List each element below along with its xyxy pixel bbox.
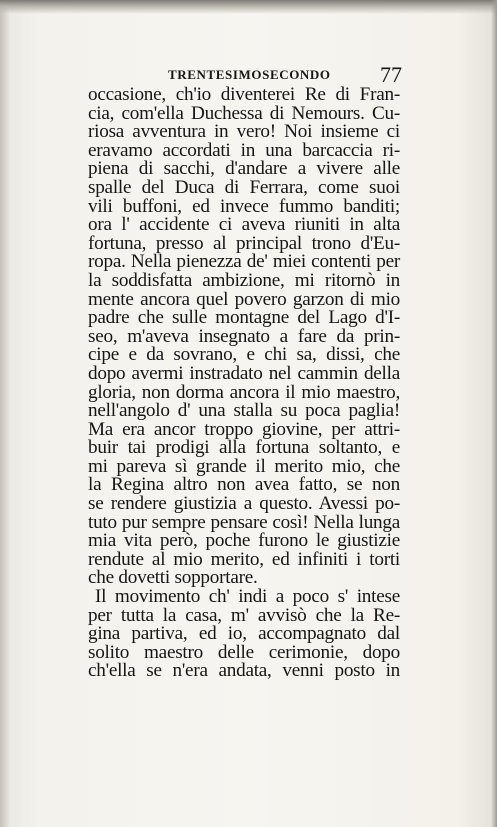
text-line: occasione, ch'io diventerei Re di Fran- xyxy=(88,84,400,105)
paragraph-end-line: che dovetti sopportare. xyxy=(88,567,258,589)
text-line: la soddisfatta ambizione, mi ritornò in xyxy=(88,269,400,291)
text-line: ora l' accidente ci aveva riuniti in alta xyxy=(88,214,400,236)
scan-shadow-top xyxy=(0,0,497,14)
scan-shadow-right xyxy=(491,0,497,827)
text-line: piena di sacchi, d'andare a vivere alle xyxy=(88,158,400,180)
text-line: ch'ella se n'era andata, venni posto in xyxy=(88,660,400,682)
text-line: rendute al mio merito, ed infiniti i torti xyxy=(88,548,400,570)
text-line: padre che sulle montagne del Lago d'I- xyxy=(88,307,400,329)
text-line: dopo avermi instradato nel cammin della xyxy=(88,362,400,384)
text-line: mente ancora quel povero garzon di mio xyxy=(88,288,400,310)
text-line: gloria, non dorma ancora il mio maestro, xyxy=(88,381,400,403)
text-line: seo, m'aveva insegnato a fare da prin- xyxy=(88,325,400,347)
text-line: solito maestro delle cerimonie, dopo xyxy=(88,641,400,663)
text-line: vili buffoni, ed invece fummo banditi; xyxy=(88,195,400,217)
page-number: 77 xyxy=(380,62,402,87)
text-line: mi pareva sì grande il merito mio, che xyxy=(88,455,400,477)
text-line: fortuna, presso al principal trono d'Eu- xyxy=(88,232,400,254)
text-line: riosa avventura in vero! Noi insieme ci xyxy=(88,121,400,143)
page-body-text xyxy=(88,86,400,681)
text-line: gina partiva, ed io, accompagnato dal xyxy=(88,623,400,645)
text-line: la Regina altro non avea fatto, se non xyxy=(88,474,400,496)
text-line: buir tai prodigi alla fortuna soltanto, e xyxy=(88,437,400,459)
text-line: mia vita però, poche furono le giustizie xyxy=(88,530,400,552)
text-line: se rendere giustizia a questo. Avessi po- xyxy=(88,493,400,515)
text-line: spalle del Duca di Ferrara, come suoi xyxy=(88,176,400,198)
text-line: tuto pur sempre pensare così! Nella lunga xyxy=(88,511,400,533)
text-line: Ma era ancor troppo giovine, per attri- xyxy=(88,418,400,440)
scan-shadow-left xyxy=(0,0,10,827)
text-line: nell'angolo d' una stalla su poca paglia! xyxy=(88,400,400,422)
text-line: cipe e da sovrano, e chi sa, dissi, che xyxy=(88,344,400,366)
text-line: cia, com'ella Duchessa di Nemours. Cu- xyxy=(88,102,400,124)
text-line: ropa. Nella pienezza de' miei contenti per xyxy=(88,251,400,273)
paragraph-start-line: Il movimento ch' indi a poco s' intese xyxy=(95,586,400,608)
text-line: eravamo accordati in una barcaccia ri- xyxy=(88,139,400,161)
running-head: TRENTESIMOSECONDO xyxy=(168,67,331,82)
text-line: per tutta la casa, m' avvisò che la Re- xyxy=(88,604,400,626)
